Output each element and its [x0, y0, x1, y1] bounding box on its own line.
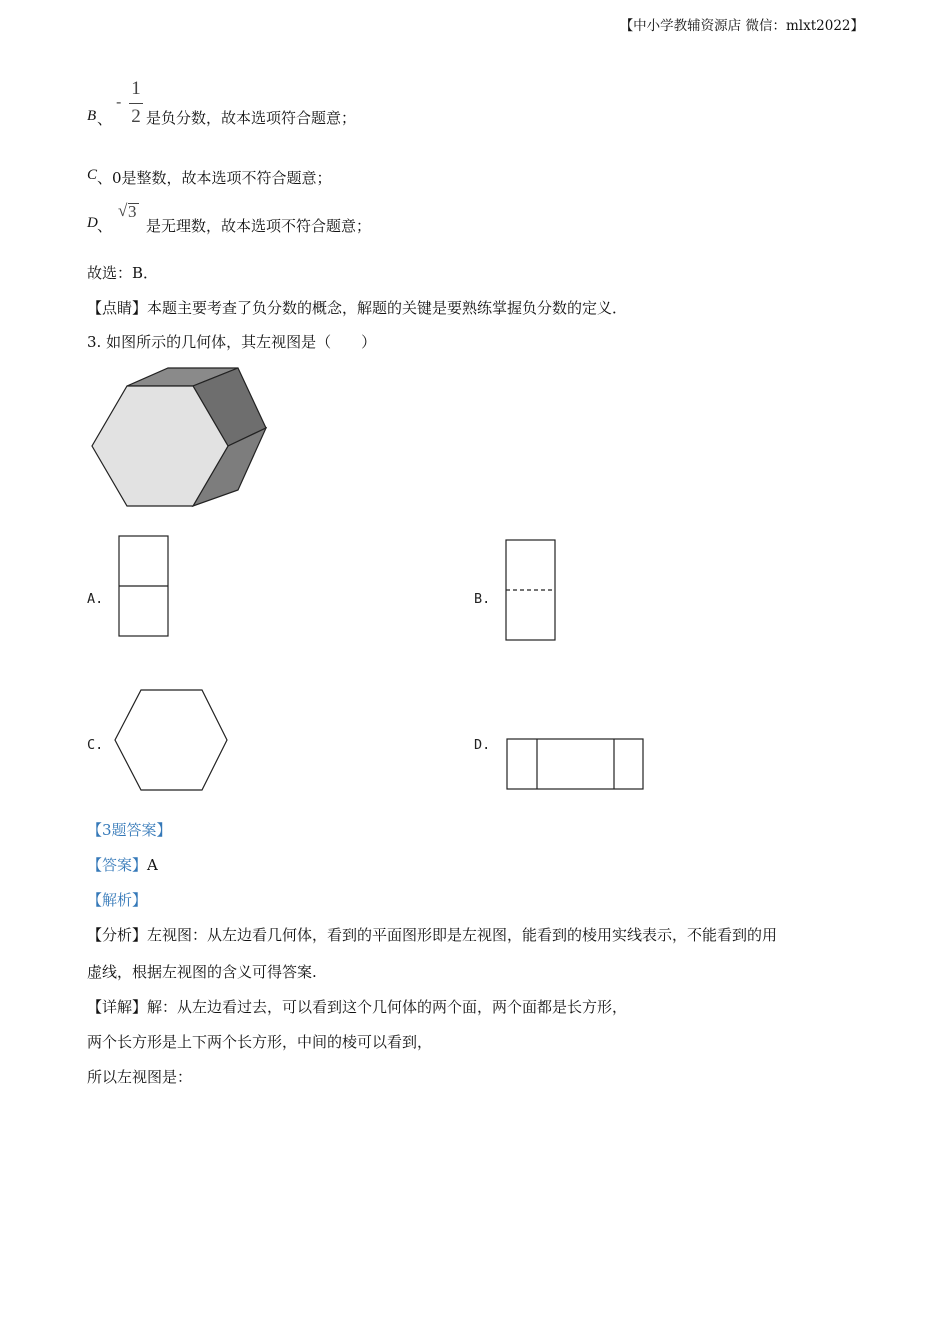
answer-value: A	[147, 856, 158, 874]
xiangjie-line-2: 两个长方形是上下两个长方形，中间的棱可以看到，	[87, 1033, 433, 1051]
choice-a-label[interactable]: A.	[87, 591, 104, 607]
xiangjie-line-1	[87, 996, 627, 1017]
radical-sign: √	[118, 201, 128, 220]
choice-b-label[interactable]: B.	[474, 591, 491, 607]
option-d-letter: D	[87, 215, 98, 231]
option-b-sep: 、	[97, 110, 113, 128]
option-b-letter: B	[87, 108, 97, 124]
fraction-numerator: 1	[131, 78, 141, 99]
option-d-sep: 、	[97, 217, 113, 235]
question-3: 3. 如图所示的几何体，其左视图是（ ）	[87, 333, 377, 351]
choice-c-label[interactable]: C.	[87, 737, 104, 753]
option-c-text: 、0是整数，故本选项不符合题意；	[97, 169, 332, 187]
answer-tag: 【答案】	[87, 856, 148, 874]
option-c-letter: C	[87, 167, 98, 183]
option-b-text: 是负分数，故本选项符合题意；	[146, 109, 357, 127]
choice-d-label[interactable]: D.	[474, 737, 491, 753]
xiangjie-line-3: 所以左视图是：	[87, 1068, 193, 1086]
answer-line	[87, 854, 158, 875]
fenxi-text-1: 左视图：从左边看几何体，看到的平面图形即是左视图，能看到的棱用实线表示，不能看到的用	[147, 926, 778, 944]
comment-tag: 【点睛】	[87, 299, 148, 317]
answer-heading: 【3题答案】	[87, 821, 172, 839]
radicand: 3	[128, 202, 137, 221]
negative-sign: -	[116, 92, 122, 111]
fenxi-line-1	[87, 924, 777, 945]
prev-conclusion: 故选：B．	[87, 264, 159, 282]
option-d-text: 是无理数，故本选项不符合题意；	[146, 217, 372, 235]
page-header: 【中小学教辅资源店 微信：mlxt2022】	[619, 18, 864, 34]
xiangjie-tag: 【详解】	[87, 998, 148, 1016]
xiangjie-text-1: 解：从左边看过去，可以看到这个几何体的两个面，两个面都是长方形，	[147, 998, 628, 1016]
fraction-denominator: 2	[131, 106, 141, 127]
fenxi-tag: 【分析】	[87, 926, 148, 944]
analysis-heading: 【解析】	[87, 891, 148, 909]
comment-text: 本题主要考查了负分数的概念，解题的关键是要熟练掌握负分数的定义．	[147, 299, 628, 317]
fenxi-line-2: 虚线，根据左视图的含义可得答案.	[87, 963, 317, 981]
